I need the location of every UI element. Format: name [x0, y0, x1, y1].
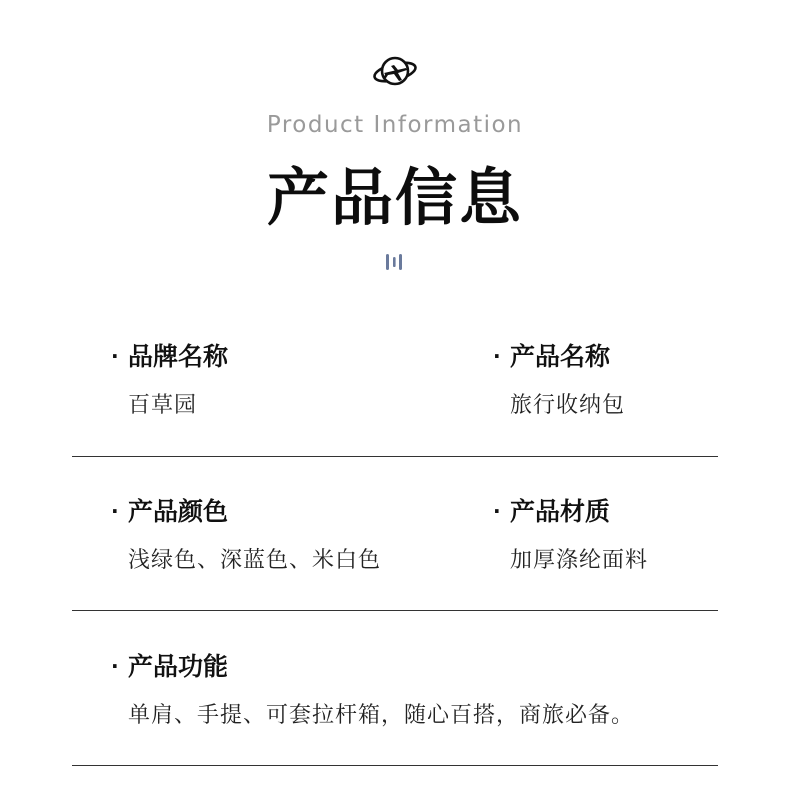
vertical-bars-icon [384, 252, 406, 272]
bullet-dot: · [493, 499, 501, 523]
bullet-dot: · [111, 499, 119, 523]
bullet-dot: · [111, 654, 119, 678]
row-divider [72, 765, 718, 766]
spec-label: 产品颜色 [128, 497, 229, 526]
bullet-dot: · [493, 344, 501, 368]
spec-value: 单肩、手提、可套拉杆箱，随心百搭，商旅必备。 [128, 703, 635, 728]
spec-label: 品牌名称 [128, 342, 229, 371]
bullet-dot: · [111, 344, 119, 368]
spec-brand-name [111, 342, 229, 420]
airplane-orbit-icon [369, 48, 421, 92]
spec-label: 产品名称 [510, 342, 611, 371]
spec-product-name [493, 342, 626, 420]
row-divider [72, 610, 718, 611]
section-title: 产品信息 [266, 161, 523, 234]
spec-label: 产品功能 [128, 652, 229, 681]
spec-product-color [111, 497, 382, 575]
spec-product-material [493, 497, 649, 575]
spec-value: 加厚涤纶面料 [510, 548, 649, 573]
spec-label: 产品材质 [510, 497, 611, 526]
section-subtitle: Product Information [266, 112, 524, 138]
spec-value: 旅行收纳包 [510, 393, 626, 418]
spec-value: 浅绿色、深蓝色、米白色 [128, 548, 382, 573]
spec-value: 百草园 [128, 393, 198, 418]
spec-product-function [111, 652, 635, 730]
row-divider [72, 456, 718, 457]
